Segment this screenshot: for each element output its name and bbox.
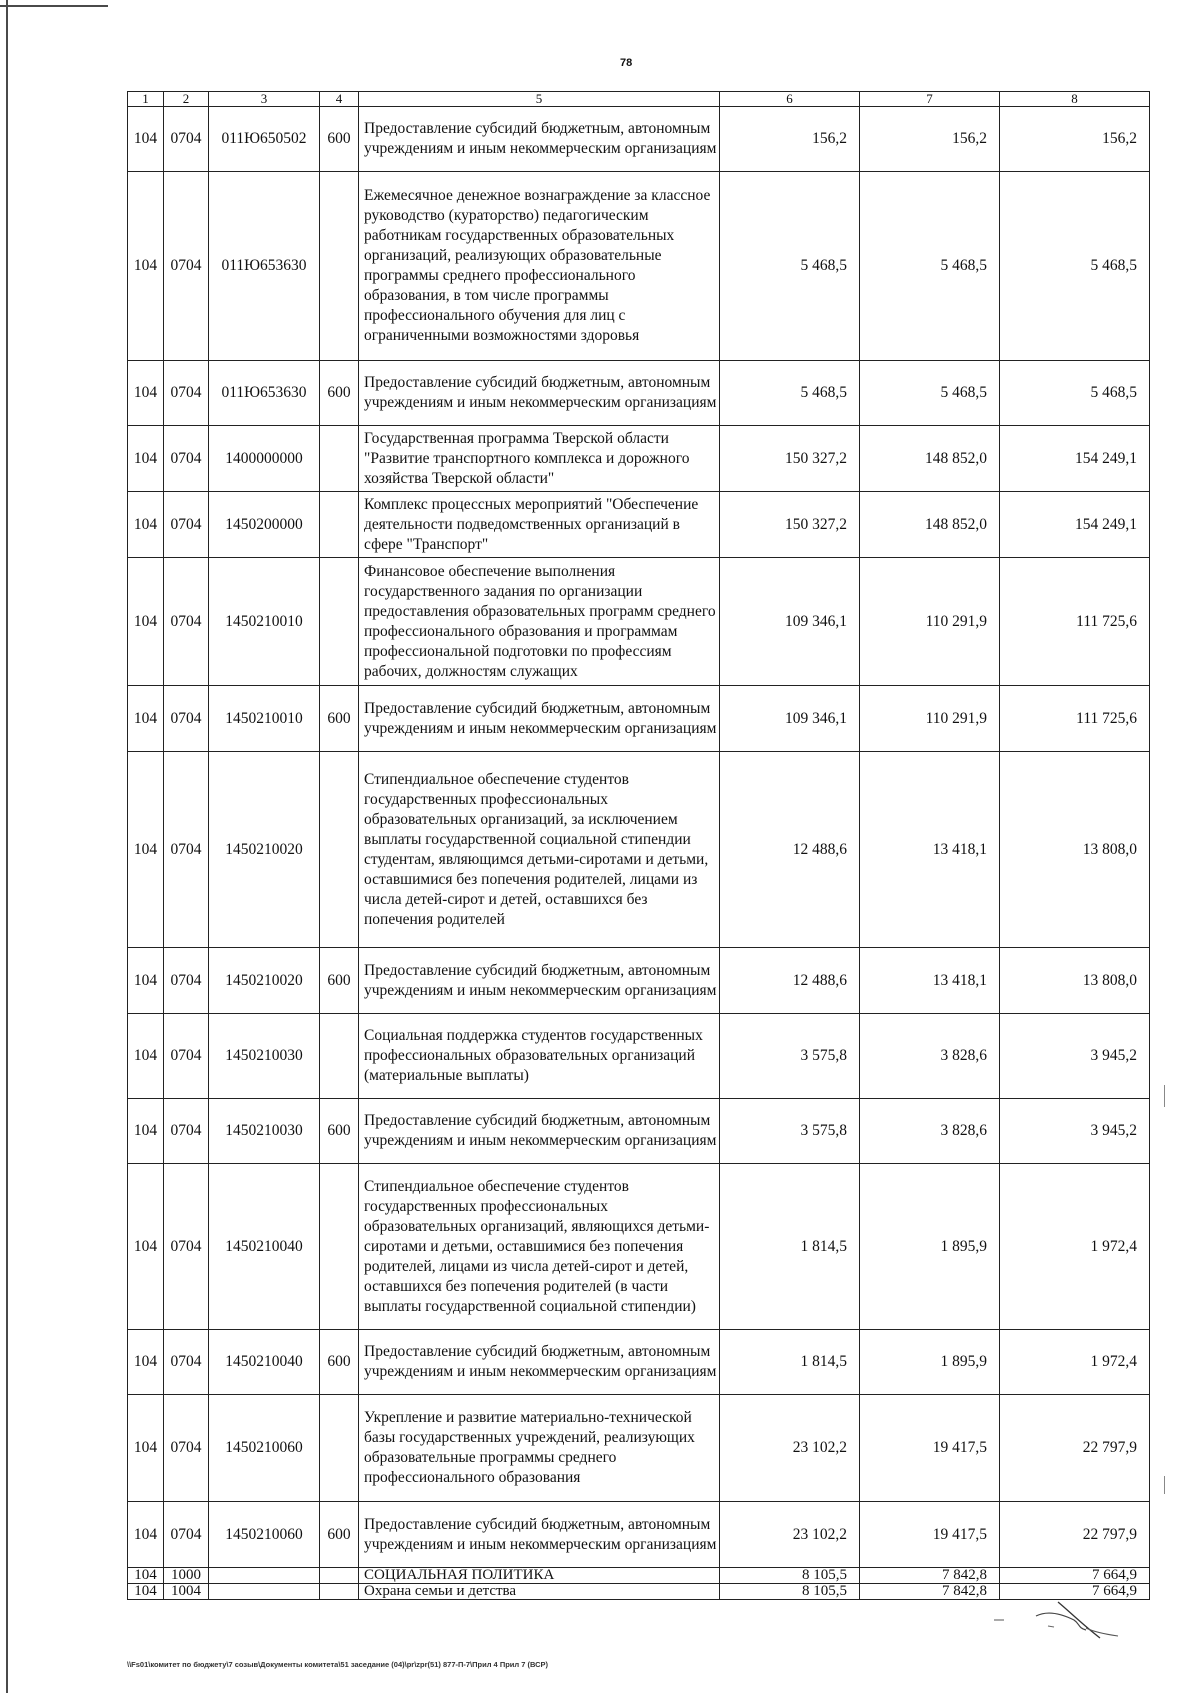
cell-expense-type bbox=[320, 492, 359, 558]
cell-description: Предоставление субсидий бюджетным, автономным учреждениям и иным некоммерческим организациям bbox=[359, 948, 720, 1014]
cell-amount-col6: 1 814,5 bbox=[720, 1164, 860, 1330]
cell-expense-type bbox=[320, 1395, 359, 1502]
cell-amount-col8: 7 664,9 bbox=[1000, 1568, 1150, 1584]
cell-amount-col7: 3 828,6 bbox=[860, 1099, 1000, 1164]
cell-amount-col8: 5 468,5 bbox=[1000, 172, 1150, 361]
cell-amount-col8: 111 725,6 bbox=[1000, 686, 1150, 752]
signature-scribble bbox=[990, 1598, 1130, 1648]
cell-ministry: 104 bbox=[128, 172, 164, 361]
cell-expense-type bbox=[320, 558, 359, 686]
table-row bbox=[128, 361, 1150, 426]
cell-amount-col7: 7 842,8 bbox=[860, 1584, 1000, 1600]
header-cell-8: 8 bbox=[1000, 92, 1150, 107]
cell-amount-col7: 1 895,9 bbox=[860, 1164, 1000, 1330]
cell-amount-col7: 156,2 bbox=[860, 107, 1000, 172]
cell-target-article: 011Ю653630 bbox=[209, 361, 320, 426]
cell-target-article: 1450210020 bbox=[209, 752, 320, 948]
cell-ministry: 104 bbox=[128, 1014, 164, 1099]
cell-description: Стипендиальное обеспечение студентов государственных профессиональных образовательных организаций, являющихся детьми-сиротами и детьми, оставшимися без попечения родителей, лицами из числа детей-сирот и детей, оставшихся без попечения родителей (в части выплаты государственной социальной стипендии) bbox=[359, 1164, 720, 1330]
cell-ministry: 104 bbox=[128, 558, 164, 686]
cell-amount-col8: 3 945,2 bbox=[1000, 1099, 1150, 1164]
cell-section: 0704 bbox=[164, 558, 209, 686]
cell-target-article: 1450210010 bbox=[209, 558, 320, 686]
cell-amount-col6: 156,2 bbox=[720, 107, 860, 172]
table-row bbox=[128, 752, 1150, 948]
cell-target-article bbox=[209, 1568, 320, 1584]
cell-expense-type: 600 bbox=[320, 107, 359, 172]
cell-amount-col7: 19 417,5 bbox=[860, 1395, 1000, 1502]
cell-amount-col6: 3 575,8 bbox=[720, 1099, 860, 1164]
cell-expense-type: 600 bbox=[320, 361, 359, 426]
scan-border-top bbox=[0, 5, 108, 7]
cell-expense-type: 600 bbox=[320, 1099, 359, 1164]
cell-amount-col8: 156,2 bbox=[1000, 107, 1150, 172]
cell-ministry: 104 bbox=[128, 1164, 164, 1330]
cell-description: Предоставление субсидий бюджетным, автономным учреждениям и иным некоммерческим организациям bbox=[359, 1099, 720, 1164]
cell-description: Предоставление субсидий бюджетным, автономным учреждениям и иным некоммерческим организациям bbox=[359, 361, 720, 426]
cell-amount-col7: 110 291,9 bbox=[860, 686, 1000, 752]
cell-expense-type bbox=[320, 752, 359, 948]
cell-section: 0704 bbox=[164, 426, 209, 492]
table-row bbox=[128, 1099, 1150, 1164]
cell-amount-col7: 13 418,1 bbox=[860, 948, 1000, 1014]
cell-amount-col8: 22 797,9 bbox=[1000, 1502, 1150, 1568]
table-row bbox=[128, 492, 1150, 558]
cell-target-article: 1450200000 bbox=[209, 492, 320, 558]
cell-amount-col8: 1 972,4 bbox=[1000, 1330, 1150, 1395]
cell-section: 0704 bbox=[164, 1395, 209, 1502]
cell-description: Стипендиальное обеспечение студентов государственных профессиональных образовательных организаций, за исключением выплаты государственной социальной стипендии студентам, являющимся детьми-сиротами и детьми, оставшимися без попечения родителей, лицами из числа детей-сирот и детей, оставшихся без попечения родителей bbox=[359, 752, 720, 948]
header-row bbox=[128, 92, 1150, 107]
cell-ministry: 104 bbox=[128, 426, 164, 492]
cell-section: 0704 bbox=[164, 1099, 209, 1164]
cell-amount-col6: 12 488,6 bbox=[720, 948, 860, 1014]
table-row bbox=[128, 686, 1150, 752]
cell-target-article: 1450210060 bbox=[209, 1395, 320, 1502]
cell-amount-col6: 5 468,5 bbox=[720, 172, 860, 361]
header-cell-6: 6 bbox=[720, 92, 860, 107]
cell-target-article: 1450210040 bbox=[209, 1330, 320, 1395]
cell-expense-type bbox=[320, 1014, 359, 1099]
cell-ministry: 104 bbox=[128, 1584, 164, 1600]
cell-expense-type: 600 bbox=[320, 1330, 359, 1395]
header-cell-3: 3 bbox=[209, 92, 320, 107]
cell-description: Государственная программа Тверской области "Развитие транспортного комплекса и дорожного хозяйства Тверской области" bbox=[359, 426, 720, 492]
cell-amount-col7: 13 418,1 bbox=[860, 752, 1000, 948]
cell-amount-col8: 3 945,2 bbox=[1000, 1014, 1150, 1099]
cell-target-article: 011Ю653630 bbox=[209, 172, 320, 361]
table-row bbox=[128, 1568, 1150, 1584]
cell-section: 0704 bbox=[164, 1164, 209, 1330]
page-number: 78 bbox=[620, 57, 633, 69]
cell-amount-col7: 110 291,9 bbox=[860, 558, 1000, 686]
table-row bbox=[128, 1014, 1150, 1099]
cell-section: 0704 bbox=[164, 1502, 209, 1568]
cell-amount-col6: 150 327,2 bbox=[720, 492, 860, 558]
table-row bbox=[128, 1330, 1150, 1395]
cell-description: Социальная поддержка студентов государственных профессиональных образовательных организаций (материальные выплаты) bbox=[359, 1014, 720, 1099]
cell-target-article bbox=[209, 1584, 320, 1600]
cell-target-article: 1450210060 bbox=[209, 1502, 320, 1568]
cell-amount-col6: 5 468,5 bbox=[720, 361, 860, 426]
cell-amount-col6: 150 327,2 bbox=[720, 426, 860, 492]
cell-description: Предоставление субсидий бюджетным, автономным учреждениям и иным некоммерческим организациям bbox=[359, 1330, 720, 1395]
cell-target-article: 1450210030 bbox=[209, 1014, 320, 1099]
cell-target-article: 1450210020 bbox=[209, 948, 320, 1014]
cell-amount-col7: 7 842,8 bbox=[860, 1568, 1000, 1584]
cell-section: 0704 bbox=[164, 107, 209, 172]
cell-expense-type bbox=[320, 1584, 359, 1600]
cell-description: Предоставление субсидий бюджетным, автономным учреждениям и иным некоммерческим организациям bbox=[359, 1502, 720, 1568]
header-cell-1: 1 bbox=[128, 92, 164, 107]
scan-border-left bbox=[6, 0, 8, 1693]
cell-section: 0704 bbox=[164, 948, 209, 1014]
cell-amount-col8: 154 249,1 bbox=[1000, 492, 1150, 558]
cell-amount-col6: 3 575,8 bbox=[720, 1014, 860, 1099]
cell-expense-type bbox=[320, 1164, 359, 1330]
cell-amount-col7: 19 417,5 bbox=[860, 1502, 1000, 1568]
cell-expense-type bbox=[320, 172, 359, 361]
cell-ministry: 104 bbox=[128, 107, 164, 172]
header-cell-7: 7 bbox=[860, 92, 1000, 107]
cell-amount-col6: 23 102,2 bbox=[720, 1395, 860, 1502]
cell-amount-col7: 148 852,0 bbox=[860, 426, 1000, 492]
cell-ministry: 104 bbox=[128, 1099, 164, 1164]
cell-section: 1004 bbox=[164, 1584, 209, 1600]
cell-amount-col7: 3 828,6 bbox=[860, 1014, 1000, 1099]
table-row bbox=[128, 107, 1150, 172]
cell-amount-col8: 22 797,9 bbox=[1000, 1395, 1150, 1502]
cell-amount-col7: 148 852,0 bbox=[860, 492, 1000, 558]
cell-amount-col8: 13 808,0 bbox=[1000, 948, 1150, 1014]
cell-expense-type bbox=[320, 1568, 359, 1584]
cell-section: 0704 bbox=[164, 492, 209, 558]
cell-amount-col6: 12 488,6 bbox=[720, 752, 860, 948]
cell-description: Предоставление субсидий бюджетным, автономным учреждениям и иным некоммерческим организациям bbox=[359, 686, 720, 752]
table-row bbox=[128, 1395, 1150, 1502]
table-row bbox=[128, 1164, 1150, 1330]
cell-amount-col7: 5 468,5 bbox=[860, 172, 1000, 361]
cell-section: 0704 bbox=[164, 1014, 209, 1099]
cell-expense-type: 600 bbox=[320, 686, 359, 752]
cell-amount-col6: 8 105,5 bbox=[720, 1568, 860, 1584]
cell-amount-col8: 154 249,1 bbox=[1000, 426, 1150, 492]
cell-target-article: 1450210040 bbox=[209, 1164, 320, 1330]
cell-description: Укрепление и развитие материально-технической базы государственных учреждений, реализующих образовательные программы среднего профессионального образования bbox=[359, 1395, 720, 1502]
cell-section: 0704 bbox=[164, 686, 209, 752]
cell-description: СОЦИАЛЬНАЯ ПОЛИТИКА bbox=[359, 1568, 720, 1584]
cell-ministry: 104 bbox=[128, 1568, 164, 1584]
table-row bbox=[128, 558, 1150, 686]
cell-ministry: 104 bbox=[128, 948, 164, 1014]
cell-expense-type: 600 bbox=[320, 1502, 359, 1568]
cell-target-article: 1450210010 bbox=[209, 686, 320, 752]
cell-expense-type: 600 bbox=[320, 948, 359, 1014]
header-cell-4: 4 bbox=[320, 92, 359, 107]
cell-ministry: 104 bbox=[128, 492, 164, 558]
cell-section: 0704 bbox=[164, 1330, 209, 1395]
cell-ministry: 104 bbox=[128, 686, 164, 752]
cell-target-article: 1400000000 bbox=[209, 426, 320, 492]
table-row bbox=[128, 1502, 1150, 1568]
cell-target-article: 1450210030 bbox=[209, 1099, 320, 1164]
cell-description: Ежемесячное денежное вознаграждение за классное руководство (кураторство) педагогическим работникам государственных образовательных организаций, реализующих образовательные программы среднего профессионального образования, в том числе программы профессионального обучения для лиц с ограниченными возможностями здоровья bbox=[359, 172, 720, 361]
cell-section: 0704 bbox=[164, 361, 209, 426]
budget-table bbox=[127, 91, 1150, 1600]
cell-ministry: 104 bbox=[128, 1330, 164, 1395]
cell-ministry: 104 bbox=[128, 752, 164, 948]
cell-ministry: 104 bbox=[128, 1502, 164, 1568]
cell-amount-col6: 1 814,5 bbox=[720, 1330, 860, 1395]
cell-description: Финансовое обеспечение выполнения государственного задания по организации предоставления образовательных программ среднего профессионального образования и программам профессиональной подготовки по профессиям рабочих, должностям служащих bbox=[359, 558, 720, 686]
table-row bbox=[128, 948, 1150, 1014]
cell-section: 0704 bbox=[164, 172, 209, 361]
cell-amount-col8: 7 664,9 bbox=[1000, 1584, 1150, 1600]
table-row bbox=[128, 172, 1150, 361]
cell-section: 1000 bbox=[164, 1568, 209, 1584]
cell-amount-col8: 111 725,6 bbox=[1000, 558, 1150, 686]
cell-amount-col6: 109 346,1 bbox=[720, 686, 860, 752]
cell-target-article: 011Ю650502 bbox=[209, 107, 320, 172]
cell-amount-col6: 8 105,5 bbox=[720, 1584, 860, 1600]
cell-ministry: 104 bbox=[128, 361, 164, 426]
cell-amount-col8: 1 972,4 bbox=[1000, 1164, 1150, 1330]
cell-amount-col8: 5 468,5 bbox=[1000, 361, 1150, 426]
cell-description: Комплекс процессных мероприятий "Обеспечение деятельности подведомственных организаций в сфере "Транспорт" bbox=[359, 492, 720, 558]
cell-amount-col6: 23 102,2 bbox=[720, 1502, 860, 1568]
cell-amount-col8: 13 808,0 bbox=[1000, 752, 1150, 948]
header-cell-2: 2 bbox=[164, 92, 209, 107]
cell-description: Предоставление субсидий бюджетным, автономным учреждениям и иным некоммерческим организациям bbox=[359, 107, 720, 172]
cell-amount-col6: 109 346,1 bbox=[720, 558, 860, 686]
cell-expense-type bbox=[320, 426, 359, 492]
cell-description: Охрана семьи и детства bbox=[359, 1584, 720, 1600]
cell-amount-col7: 1 895,9 bbox=[860, 1330, 1000, 1395]
table-row bbox=[128, 426, 1150, 492]
cell-amount-col7: 5 468,5 bbox=[860, 361, 1000, 426]
scan-mark bbox=[1164, 1476, 1165, 1494]
cell-ministry: 104 bbox=[128, 1395, 164, 1502]
cell-section: 0704 bbox=[164, 752, 209, 948]
scan-mark bbox=[1164, 1085, 1165, 1107]
header-cell-5: 5 bbox=[359, 92, 720, 107]
footer-file-path: \\Fs01\комитет по бюджету\7 созыв\Документы комитета\51 заседание (04)\pr\zpr(51) 877-П-7\Прил 4 Прил 7 (ВСР) bbox=[127, 1660, 549, 1669]
